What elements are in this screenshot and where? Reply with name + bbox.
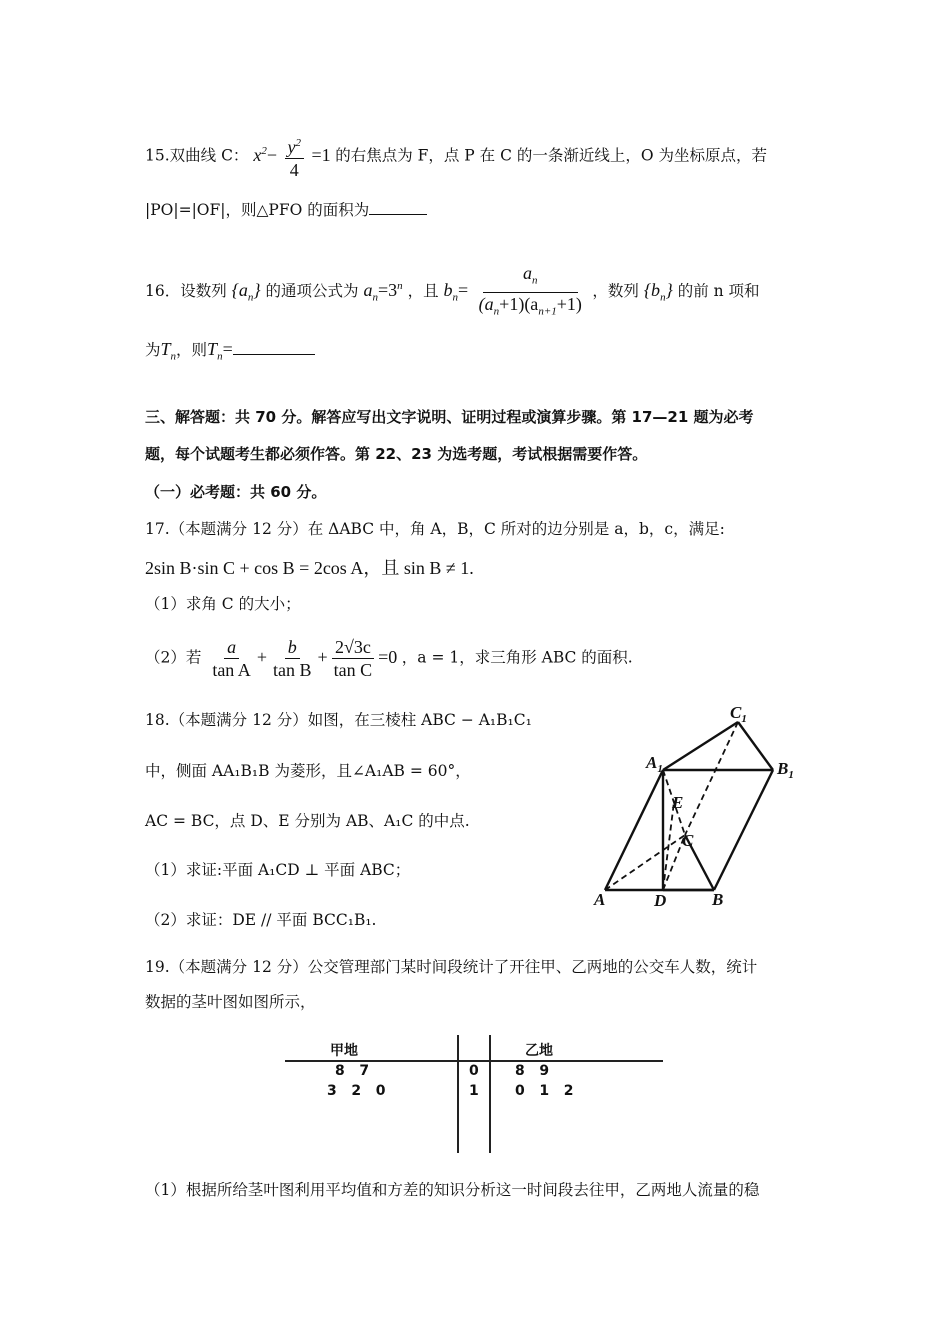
label-A1: $A_1$ xyxy=(646,753,663,775)
q17-part2: （2）若 $\frac{a}{\text{tan A}}$ + $\frac{b}{\text{tan B}}$ + $\frac{2√3c}{\text{tan C}}$ =0 ，a = 1，求三角形 ABC 的面积. xyxy=(145,637,633,680)
row-0-right: 8 9 xyxy=(515,1063,550,1079)
label-B: B xyxy=(712,890,724,909)
q17-line1: 17.（本题满分 12 分）在 ΔABC 中，角 A，B，C 所对的边分别是 a，b，c，满足: xyxy=(145,520,725,538)
label-A: A xyxy=(594,890,606,909)
row-1-left: 3 2 0 xyxy=(327,1083,386,1099)
q18-line2: 中，侧面 AA₁B₁B 为菱形，且∠A₁AB = 60°， xyxy=(145,762,471,780)
section3-line3: （一）必考题：共 60 分。 xyxy=(145,483,327,501)
q15-line1 xyxy=(145,132,767,181)
q15-prefix: 15.双曲线 C： xyxy=(145,146,249,165)
q18-line1: 18.（本题满分 12 分）如图，在三棱柱 ABC − A₁B₁C₁ xyxy=(145,711,532,729)
section3-line1: 三、解答题：共 70 分。解答应写出文字说明、证明过程或演算步骤。第 17—21 题为必考 xyxy=(145,408,754,426)
q18-line3: AC = BC，点 D、E 分别为 AB、A₁C 的中点. xyxy=(145,812,470,830)
q18-part1: （1）求证:平面 A₁CD ⊥ 平面 ABC； xyxy=(145,861,411,879)
label-C: C xyxy=(682,831,694,850)
left-header: 甲地 xyxy=(330,1043,358,1059)
row-1-stem: 1 xyxy=(469,1083,479,1099)
q19-part1: （1）根据所给茎叶图利用平均值和方差的知识分析这一时间段去往甲，乙两地人流量的稳 xyxy=(145,1181,760,1199)
right-header: 乙地 xyxy=(525,1043,553,1059)
stem-leaf-plot xyxy=(285,1035,663,1153)
row-0-left: 8 7 xyxy=(335,1063,370,1079)
label-D: D xyxy=(654,891,667,910)
label-B1: $B_1$ xyxy=(777,759,794,781)
q16-line1: 16．设数列 $\{a_n\}$ 的通项公式为 $a_n=3^n$ ，且 $b_n=$ $\frac{a_n}{(a_n+1)(a_{n+1}+1)}$ ，数列 $\{b_n\}$ 的前 n 项和 xyxy=(145,262,760,322)
q15-line2: |PO|=|OF|，则△PFO 的面积为 xyxy=(145,198,427,220)
q19-line2: 数据的茎叶图如图所示， xyxy=(145,993,316,1011)
q16-answer-blank xyxy=(233,354,315,355)
q15-text: 的右焦点为 F，点 P 在 C 的一条渐近线上，O 为坐标原点，若 xyxy=(335,146,768,165)
label-C1: $C_1$ xyxy=(730,703,747,725)
q16-line2: 为$T_n$，则$T_n=$ xyxy=(145,338,315,363)
q19-line1: 19.（本题满分 12 分）公交管理部门某时间段统计了开往甲、乙两地的公交车人数，统计 xyxy=(145,958,758,976)
q15-equation: $x^2-$ $\frac{y^2}{4}$ =1 xyxy=(253,145,335,165)
q18-part2: （2）求证：DE // 平面 BCC₁B₁. xyxy=(145,911,377,929)
q17-part1: （1）求角 C 的大小； xyxy=(145,595,301,613)
row-0-stem: 0 xyxy=(469,1063,479,1079)
q17-line2: 2sin B·sin C + cos B = 2cos A，且 sin B ≠ 1. xyxy=(145,558,474,578)
q15-answer-blank xyxy=(369,214,427,215)
prism-figure xyxy=(590,700,800,915)
label-E: E xyxy=(672,793,684,812)
section3-line2: 题，每个试题考生都必须作答。第 22、23 为选考题，考试根据需要作答。 xyxy=(145,445,648,463)
row-1-right: 0 1 2 xyxy=(515,1083,574,1099)
q16-fraction: $\frac{a_n}{(a_n+1)(a_{n+1}+1)}$ xyxy=(478,263,582,318)
